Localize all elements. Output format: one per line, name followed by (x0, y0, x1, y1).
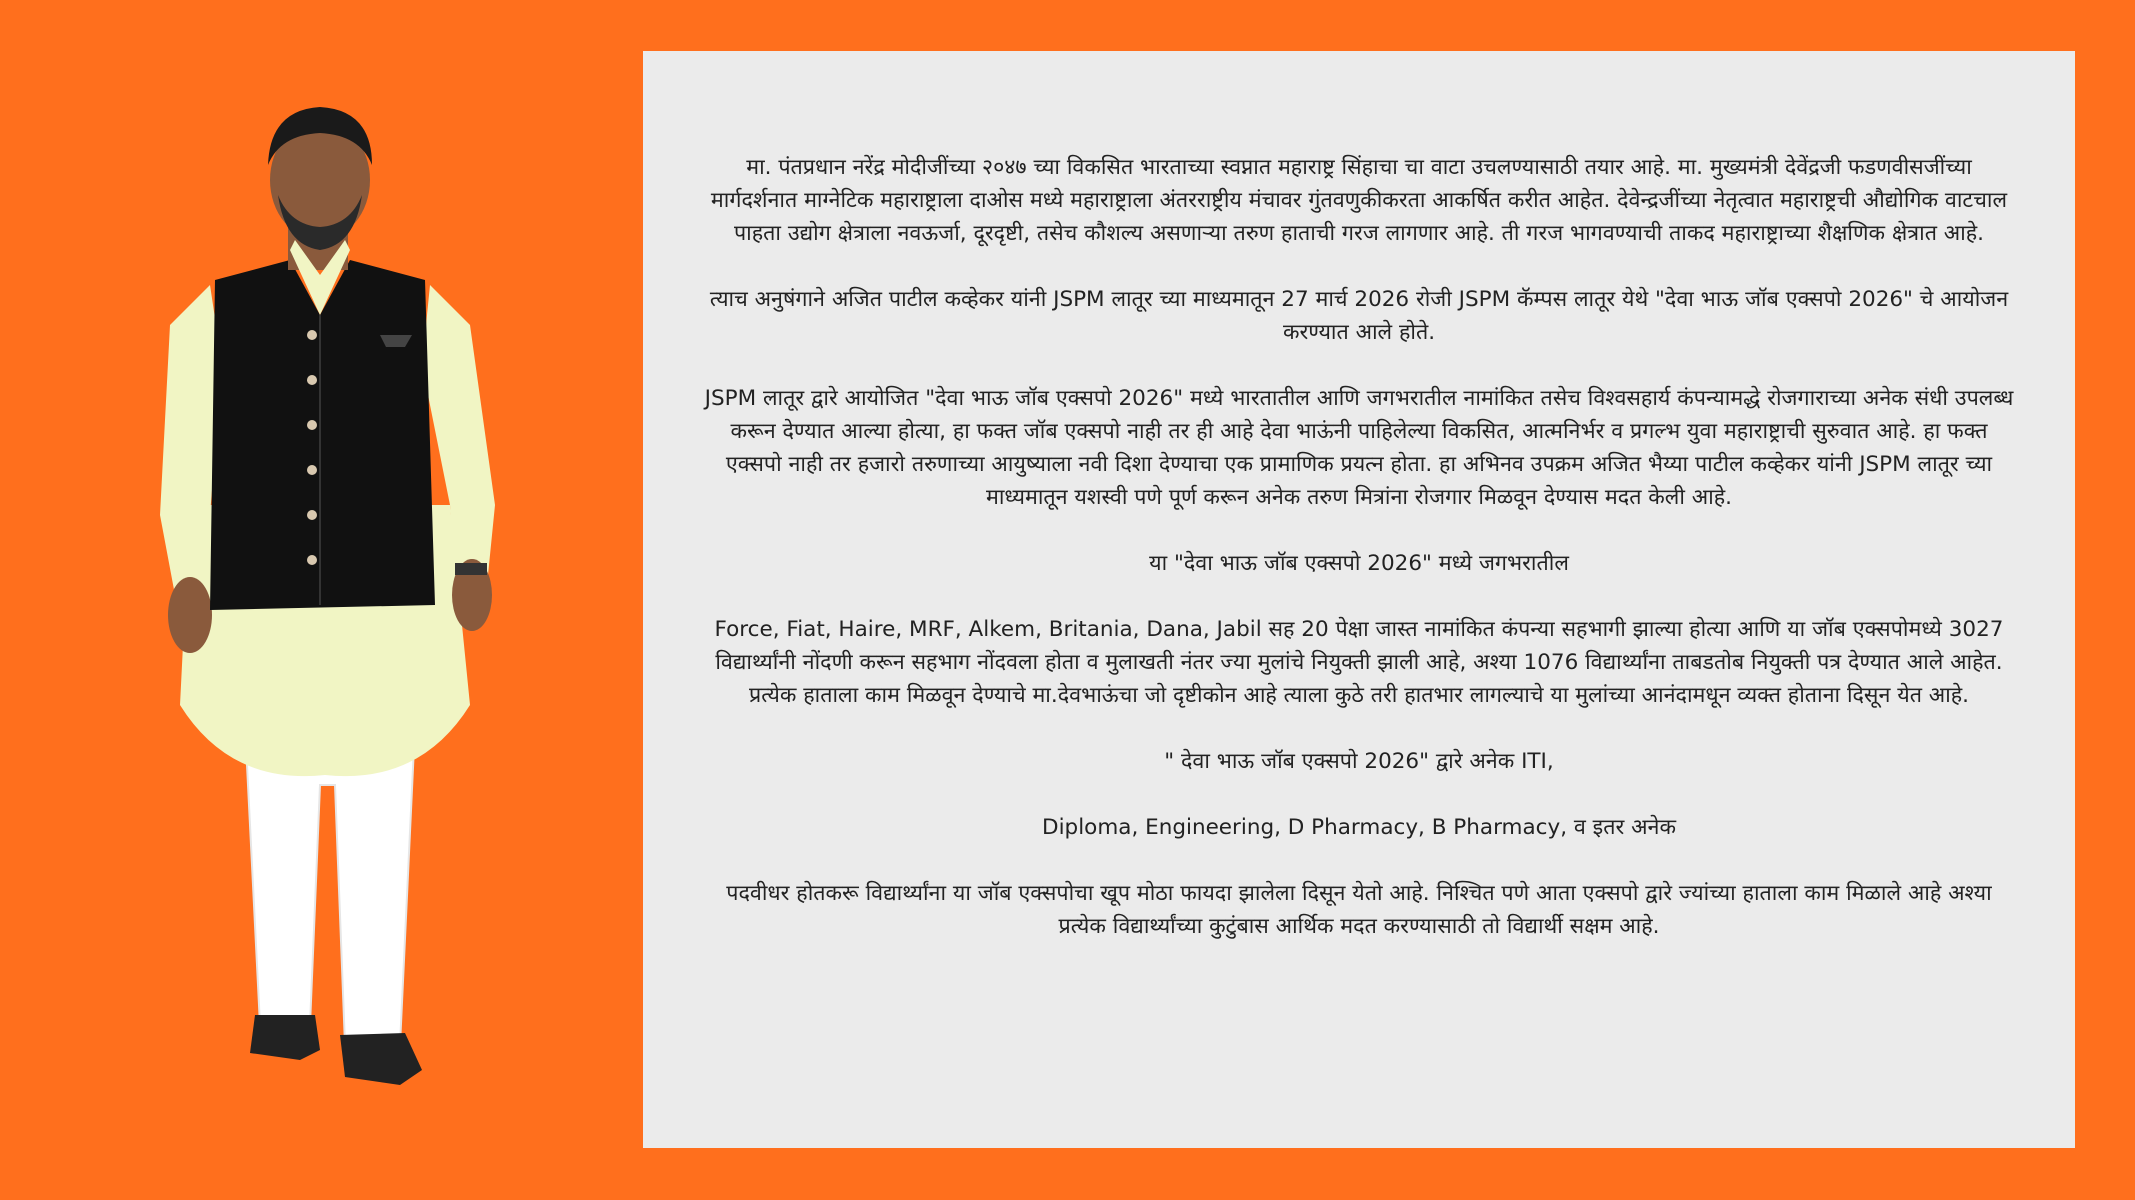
paragraph: Diploma, Engineering, D Pharmacy, B Pharmacy, व इतर अनेक (1042, 815, 1676, 840)
paragraph: या "देवा भाऊ जॉब एक्सपो 2026" मध्ये जगभरातील (1149, 551, 1569, 576)
paragraph: पदवीधर होतकरू विद्यार्थ्यांना या जॉब एक्सपोचा खूप मोठा फायदा झालेला दिसून येतो आहे. निश्चित पणे आता एक्सपो द्वारे ज्यांच्या हाताला काम मिळाले आहे अश्या प्रत्येक विद्यार्थ्यांच्या कुटुंबास आर्थिक मदत करण्यासाठी तो विद्यार्थी सक्षम आहे. (726, 881, 1992, 939)
text-panel (643, 51, 2075, 1148)
person-figure (150, 85, 520, 1105)
paragraph: मा. पंतप्रधान नरेंद्र मोदीजींच्या २०४७ च्या विकसित भारताच्या स्वप्नात महाराष्ट्र सिंहाचा चा वाटा उचलण्यासाठी तयार आहे. मा. मुख्यमंत्री देवेंद्रजी फडणवीसजींच्या मार्गदर्शनात माग्नेटिक महाराष्ट्राला दाओस मध्ये महाराष्ट्राला अंतरराष्ट्रीय मंचावर गुंतवणुकीकरता आकर्षित करीत आहेत. देवेन्द्रजींच्या नेतृत्वात महाराष्ट्रची औद्योगिक वाटचाल पाहता उद्योग क्षेत्राला नवऊर्जा, दूरदृष्टी, तसेच कौशल्य असणाऱ्या तरुण हाताची गरज लागणार आहे. ती गरज भागवण्याची ताकद महाराष्ट्राच्या शैक्षणिक क्षेत्रात आहे. (710, 155, 2008, 246)
paragraph: " देवा भाऊ जॉब एक्सपो 2026" द्वारे अनेक ITI, (1164, 749, 1554, 774)
paragraph: Force, Fiat, Haire, MRF, Alkem, Britania, Dana, Jabil सह 20 पेक्षा जास्त नामांकित कंपन्या सहभागी झाल्या होत्या आणि या जॉब एक्सपोमध्ये 3027 विद्यार्थ्यांनी नोंदणी करून सहभाग नोंदवला होता व मुलाखती नंतर ज्या मुलांचे नियुक्ती झाली आहे, अश्या 1076 विद्यार्थ्यांना ताबडतोब नियुक्ती पत्र देण्यात आले आहेत. प्रत्येक हाताला काम मिळवून देण्याचे मा.देवभाऊंचा जो दृष्टीकोन आहे त्याला कुठे तरी हातभार लागल्याचे या मुलांच्या आनंदामधून व्यक्त होताना दिसून येत आहे. (714, 617, 2004, 708)
paragraph: त्याच अनुषंगाने अजित पाटील कव्हेकर यांनी JSPM लातूर च्या माध्यमातून 27 मार्च 2026 रोजी JSPM कॅम्पस लातूर येथे "देवा भाऊ जॉब एक्सपो 2026" चे आयोजन करण्यात आले होते. (709, 287, 2009, 345)
person-photo (150, 85, 520, 1105)
paragraph: JSPM लातूर द्वारे आयोजित "देवा भाऊ जॉब एक्सपो 2026" मध्ये भारतातील आणि जगभरातील नामांकित तसेच विश्वसहार्य कंपन्यामद्धे रोजगाराच्या अनेक संधी उपलब्ध करून देण्यात आल्या होत्या, हा फक्त जॉब एक्सपो नाही तर ही आहे देवा भाऊंनी पाहिलेल्या विकसित, आत्मनिर्भर व प्रगल्भ युवा महाराष्ट्राची सुरुवात आहे. हा फक्त एक्सपो नाही तर हजारो तरुणाच्या आयुष्याला नवी दिशा देण्याचा एक प्रामाणिक प्रयत्न होता. हा अभिनव उपक्रम अजित भैय्या पाटील कव्हेकर यांनी JSPM लातूर च्या माध्यमातून यशस्वी पणे पूर्ण करून अनेक तरुण मित्रांना रोजगार मिळवून देण्यास मदत केली आहे. (704, 386, 2014, 510)
